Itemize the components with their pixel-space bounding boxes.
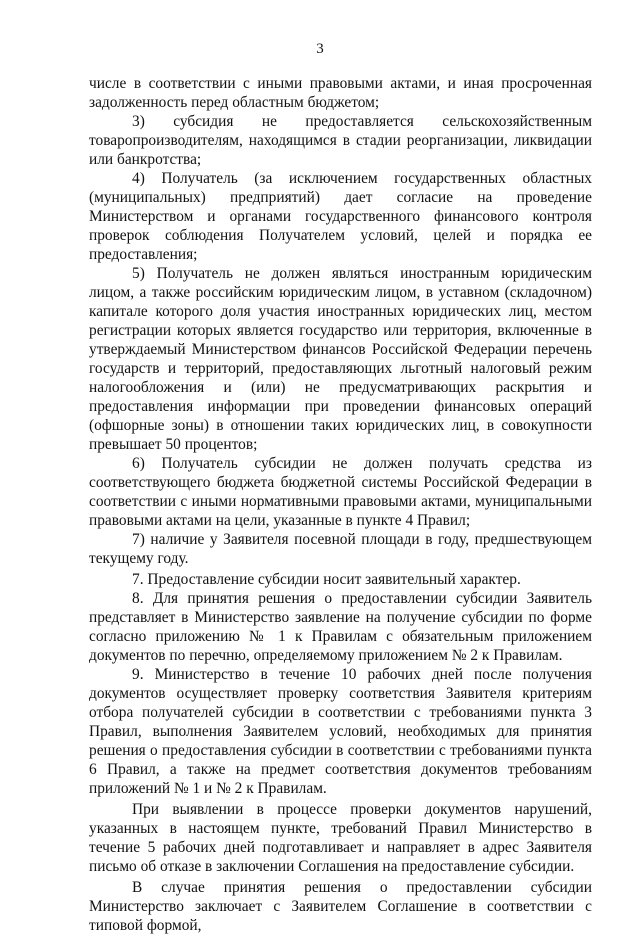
- paragraph-item-7: 7) наличие у Заявителя посевной площади в году, предшествующем текущему году.: [89, 531, 592, 567]
- paragraph-debt-continuation: числе в соответствии с иными правовыми актами, и иная просроченная задолженность перед областным бюджетом;: [89, 75, 592, 111]
- paragraph-item-3: 3) субсидия не предоставляется сельскохозяйственным товаропроизводителям, находящимся в стадии реорганизации, ликвидации или банкротства;: [89, 113, 592, 168]
- paragraph-section-9: 9. Министерство в течение 10 рабочих дней после получения документов осуществляет проверку соответствия Заявителя критериям отбора получателей субсидии в соответствии с требованиями пункта 3 Правил, выполнения Заявителем условий, необходимых для принятия решения о предоставления субсидии в соответствии с требованиями пункта 6 Правил, а также на предмет соответствия документов требованиям приложений № 1 и № 2 к Правилам.: [89, 666, 592, 797]
- paragraph-section-8: 8. Для принятия решения о предоставлении субсидии Заявитель представляет в Министерство заявление на получение субсидии по форме согласно приложению № 1 к Правилам с обязательным приложением документов по перечню, определяемому приложением № 2 к Правилам.: [89, 590, 592, 664]
- document-body: [89, 74, 592, 935]
- paragraph-item-6: 6) Получатель субсидии не должен получать средства из соответствующего бюджета бюджетной системы Российской Федерации в соответствии с иными нормативными правовыми актами, муниципальными правовыми актами на цели, указанные в пункте 4 Правил;: [89, 455, 592, 529]
- paragraph-agreement: В случае принятия решения о предоставлении субсидии Министерство заключает с Заявителем Соглашение в соответствии с типовой формой,: [89, 879, 592, 934]
- paragraph-item-4: 4) Получатель (за исключением государственных областных (муниципальных) предприятий) дает согласие на проведение Министерством и органами государственного финансового контроля проверок соблюдения Получателем условий, целей и порядка ее предоставления;: [89, 170, 592, 263]
- paragraph-section-7: 7. Предоставление субсидии носит заявительный характер.: [132, 571, 521, 588]
- page-number: 3: [316, 41, 324, 57]
- paragraph-item-5: 5) Получатель не должен являться иностранным юридическим лицом, а также российским юридическим лицом, в уставном (складочном) капитале которого доля участия иностранных юридических лиц, местом регистрации которых является государство или территория, включенные в утверждаемый Министерством финансов Российской Федерации перечень государств и территорий, предоставляющих льготный налоговый режим налогообложения и (или) не предусматривающих раскрытия и предоставления информации при проведении финансовых операций (офшорные зоны) в отношении таких юридических лиц, в совокупности превышает 50 процентов;: [89, 265, 592, 453]
- paragraph-violations: При выявлении в процессе проверки документов нарушений, указанных в настоящем пункте, требований Правил Министерство в течение 5 рабочих дней подготавливает и направляет в адрес Заявителя письмо об отказе в заключении Соглашения на предоставление субсидии.: [89, 801, 592, 875]
